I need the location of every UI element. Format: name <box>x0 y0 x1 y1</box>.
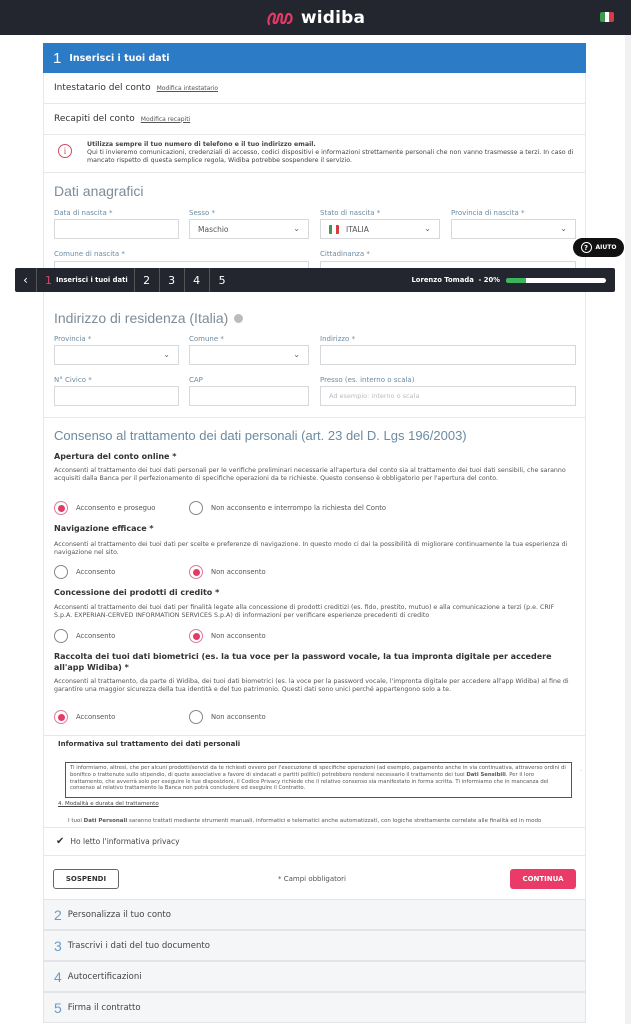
step-number: 1 <box>53 49 62 67</box>
indirizzo-label: Indirizzo * <box>320 335 356 343</box>
data-nascita-input[interactable] <box>54 219 179 239</box>
step-2-row[interactable]: 2 Personalizza il tuo conto <box>43 899 586 930</box>
required-fields-note: * Campi obbligatori <box>278 875 346 883</box>
sesso-label: Sesso * <box>189 209 216 217</box>
step-3-row[interactable]: 3 Trascrivi i dati del tuo documento <box>43 930 586 961</box>
informativa-paragraph: I tuoi Dati Personali saranno trattati mediante strumenti manuali, informatici e telematici anche automatizzati, con logiche strettamente correlate alle finalità ed in modo <box>68 818 542 824</box>
intestatario-row <box>43 73 586 104</box>
dati-anagrafici-title: Dati anagrafici <box>54 183 144 199</box>
notice-box <box>43 135 586 173</box>
checkmark-icon: ✔ <box>56 836 65 847</box>
italy-flag-icon <box>329 225 339 234</box>
civico-label: N° Civico * <box>54 376 92 384</box>
radio-circle-icon <box>189 629 203 643</box>
radio-biometrici-yes[interactable]: Acconsento <box>54 710 115 724</box>
modifica-intestatario-link[interactable]: Modifica intestatario <box>156 84 219 92</box>
cap-input[interactable] <box>189 386 309 406</box>
progress-step-5[interactable]: 5 <box>218 273 226 287</box>
cittadinanza-label: Cittadinanza * <box>320 250 370 258</box>
consent-credito-title: Concessione dei prodotti di credito * <box>54 588 220 597</box>
chevron-down-icon: ⌄ <box>163 350 170 359</box>
chevron-left-icon[interactable]: ‹ <box>15 268 37 292</box>
continue-button[interactable]: CONTINUA <box>510 869 576 889</box>
help-circle-icon[interactable] <box>234 314 243 323</box>
informativa-title: Informativa sul trattamento dei dati personali <box>58 740 241 748</box>
language-flag-icon[interactable] <box>600 12 614 22</box>
radio-circle-icon <box>54 501 68 515</box>
progress-user <box>411 276 500 284</box>
cap-label: CAP <box>189 376 203 384</box>
civico-input[interactable] <box>54 386 179 406</box>
progress-step-4[interactable]: 4 <box>185 268 210 292</box>
modifica-recapiti-link[interactable]: Modifica recapiti <box>140 115 191 123</box>
progress-step-1[interactable]: 1 Inserisci i tuoi dati <box>37 268 135 292</box>
radio-circle-icon <box>54 710 68 724</box>
step-1-header[interactable] <box>43 43 586 73</box>
top-bar <box>0 0 631 35</box>
radio-circle-icon <box>189 710 203 724</box>
radio-biometrici-no[interactable]: Non acconsento <box>189 710 266 724</box>
radio-apertura-yes[interactable]: Acconsento e proseguo <box>54 501 155 515</box>
step-5-row[interactable]: 5 Firma il contratto <box>43 992 586 1023</box>
sticky-progress-bar <box>15 268 615 292</box>
widiba-logo-mark-icon <box>266 9 296 27</box>
stato-nascita-value: ITALIA <box>346 224 369 234</box>
consenso-title: Consenso al trattamento dei dati personali (art. 23 del D. Lgs 196/2003) <box>54 428 467 443</box>
presso-label: Presso (es. interno o scala) <box>320 376 415 384</box>
consent-navigazione-title: Navigazione efficace * <box>54 524 154 533</box>
provincia-label: Provincia * <box>54 335 92 343</box>
progress-fill <box>506 278 526 283</box>
consent-credito-text: Acconsenti al trattamento dei tuoi dati per finalità legate alla concessione di prodotti creditizi (es. fido, prestito, mutuo) e alla comunicazione a terzi (p.e. CRIF S.p.A. EXPERIAN-CERVED INFORMATION SERVICES S.p.A) di informazioni per verificare esperienze precedenti di credito <box>54 604 555 619</box>
intestatario-label: Intestatario del conto <box>54 83 151 93</box>
scroll-indicator[interactable]: · <box>580 768 582 775</box>
comune-label: Comune * <box>189 335 224 343</box>
consent-biometrici-title: Raccolta dei tuoi dati biometrici (es. la tua voce per la password vocale, la tua impronta digitale per accedere all'app Widiba) * <box>54 652 552 672</box>
sesso-value: Maschio <box>198 224 229 234</box>
chevron-down-icon: ⌄ <box>560 224 567 233</box>
brand-name: widiba <box>300 7 366 28</box>
presso-input[interactable]: Ad esempio: interno o scala <box>320 386 576 406</box>
radio-circle-icon <box>189 565 203 579</box>
radio-circle-icon <box>54 629 68 643</box>
radio-circle-icon <box>54 565 68 579</box>
progress-step-2[interactable]: 2 <box>135 268 160 292</box>
consent-biometrici-text: Acconsenti al trattamento, da parte di Widiba, dei tuoi dati biometrici (es. la voce per la password vocale, l'impronta digitale per accedere all'app Widiba) al fine di garantire una maggior sicurezza della tua identità e del tuo patrimonio. Questi dati sono unici perché appartengono solo a te. <box>54 678 569 693</box>
indirizzo-input[interactable] <box>320 345 576 365</box>
residenza-section <box>43 292 586 418</box>
recapiti-label: Recapiti del conto <box>54 114 135 124</box>
step-title: Inserisci i tuoi dati <box>69 52 170 64</box>
informativa-section-4: 4. Modalità e durata del trattamento <box>58 801 159 807</box>
chevron-down-icon: ⌄ <box>424 224 431 233</box>
radio-credito-yes[interactable]: Acconsento <box>54 629 115 643</box>
consent-navigazione-text: Acconsenti al trattamento dei tuoi dati per scelte e preferenze di navigazione. In questo modo ci dai la possibilità di migliorare continuamente la tua esperienza di navigazione nel sito. <box>54 541 568 556</box>
privacy-read-label: Ho letto l'informativa privacy <box>70 837 180 846</box>
comune-nascita-label: Comune di nascita * <box>54 250 125 258</box>
radio-circle-icon <box>189 501 203 515</box>
chevron-down-icon: ⌄ <box>293 224 300 233</box>
suspend-button[interactable]: SOSPENDI <box>53 869 119 889</box>
notice-body: Qui ti invieremo comunicazioni, credenziali di accesso, codici dispositivi e informazioni strettamente personali che non vanno trasmesse a terzi. In caso di mancato rispetto di questa semplice regola, Widiba potrebbe sospendere il servizio. <box>87 149 574 164</box>
provincia-select[interactable] <box>54 345 179 365</box>
radio-apertura-no[interactable]: Non acconsento e interrompo la richiesta del Conto <box>189 501 386 515</box>
radio-navigazione-yes[interactable]: Acconsento <box>54 565 115 579</box>
progress-percent: - 20% <box>478 276 500 284</box>
residenza-title: Indirizzo di residenza (Italia) <box>54 310 229 326</box>
privacy-read-row[interactable] <box>43 828 586 856</box>
consent-apertura-text: Acconsenti al trattamento dei tuoi dati personali per le verifiche preliminari necessarie all'apertura del conto sia al trattamento dei tuoi dati sensibili, che saranno acquisiti dalla Banca per il perfezionamento di specifiche operazioni da te richieste. Questo consenso è obbligatorio per l'apertura del conto. <box>54 467 566 482</box>
privacy-notice-box: Ti informiamo, altresì, che per alcuni prodotti/servizi da te richiesti ovvero per l'esecuzione di specifiche operazioni (ad esempio, pagamento anche in via continuativa, attraverso ordini di bonifico o trattenute sullo stipendio, di quote associative a favore di sindacati e partiti politici) potrebbero rendersi necessario il trattamento dei tuoi Dati Sensibili. Per il loro trattamento, che avverrà solo per eseguire le tue disposizioni, il Codice Privacy richiede che il relativo consenso sia manifestato in forma scritta. Ti informiamo che in mancanza del consenso al relativo trattamento la Banca non potrà concludere ed eseguire il Contratto. <box>65 762 572 798</box>
chevron-down-icon: ⌄ <box>293 350 300 359</box>
provincia-nascita-select[interactable] <box>451 219 576 239</box>
question-bubble-icon: ? <box>581 242 592 253</box>
widiba-logo[interactable] <box>266 8 365 28</box>
progress-step-3[interactable]: 3 <box>160 268 185 292</box>
step-4-row[interactable]: 4 Autocertificazioni <box>43 961 586 992</box>
stato-nascita-select[interactable] <box>320 219 440 239</box>
consenso-section <box>43 418 586 736</box>
dati-anagrafici-section <box>43 173 586 268</box>
user-name: Lorenzo Tomada <box>411 276 474 284</box>
info-icon: i <box>58 144 72 158</box>
stato-nascita-label: Stato di nascita * <box>320 209 381 217</box>
radio-credito-no[interactable]: Non acconsento <box>189 629 266 643</box>
comune-select[interactable] <box>189 345 309 365</box>
recapiti-row <box>43 104 586 135</box>
radio-navigazione-no[interactable]: Non acconsento <box>189 565 266 579</box>
data-nascita-label: Data di nascita * <box>54 209 113 217</box>
sesso-select[interactable] <box>189 219 309 239</box>
help-button[interactable]: ? AIUTO <box>573 238 624 257</box>
consent-apertura-title: Apertura del conto online * <box>54 452 177 461</box>
progress-track <box>506 278 606 283</box>
provincia-nascita-label: Provincia di nascita * <box>451 209 525 217</box>
page-scrollbar[interactable] <box>625 35 631 1024</box>
notice-title: Utilizza sempre il tuo numero di telefono e il tuo indirizzo email. <box>87 141 316 148</box>
